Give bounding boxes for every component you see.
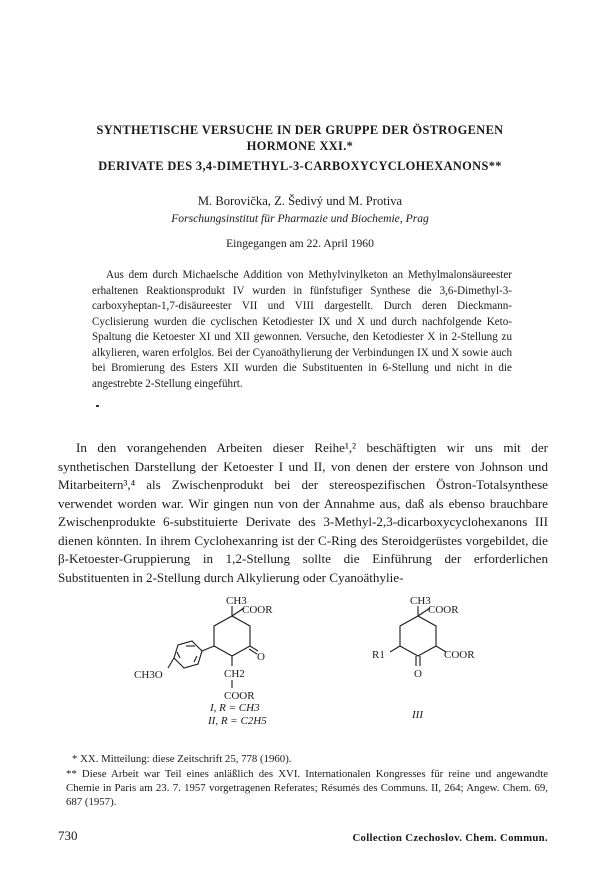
left-ch3-label: CH3 [226,596,247,607]
abstract [92,268,512,392]
article-subtitle: DERIVATE DES 3,4-DIMETHYL-3-CARBOXYCYCLOHEXANONS** [98,159,502,173]
compound-i-label: I, R = CH3 [210,702,260,714]
footnote-2: ** Diese Arbeit war Teil eines anläßlich des XVI. Internationalen Kongresses für reine und angewandte Chemie in Paris am 23. 7. 1957 vorgetragenen Referates; Résumés des Communs. II, 264; Angew. Chem. 69, 687 (1957). [66,768,548,808]
authors: M. Borovička, Z. Šedivý und M. Protiva [197,194,403,208]
right-ch3-label: CH3 [410,596,431,607]
body-text [58,439,548,587]
body-paragraph: In den vorangehenden Arbeiten dieser Reihe¹,² beschäftigten wir uns mit der synthetischen Darstellung der Ketoester I und II, von denen der erstere von Johnson und Mitarbeitern³,⁴ als Zwischenprodukt bei der stereospezifischen Östron-Totalsynthese verwendet worden war. Wir gingen nun von der Annahme aus, daß als ebenso brauchbare Zwischenprodukte 6-substituierte Derivate des 3-Methyl-2,3-dicarboxycyclohexanons III dienen könnten. In ihrem Cyclohexanring ist der C-Ring des Steroidgerüstes vorgebildet, die β-Ketoester-Gruppierung in 1,2-Stellung sollte die Einführung der erforderlichen Substituenten in 2-Stellung durch Alkylierung oder Cyanoäthylie- [58,440,548,585]
institution: Forschungsinstitut für Pharmazie und Biochemie, Prag [171,212,429,225]
footnote-1: * XX. Mitteilung: diese Zeitschrift 25, 778 (1960). [72,753,292,765]
print-speck [96,405,99,407]
right-oxygen-label: O [414,668,422,680]
right-coor-top-label: COOR [428,604,459,616]
article-title-line-1: SYNTHETISCHE VERSUCHE IN DER GRUPPE DER ÖSTROGENEN [96,123,504,137]
received-date: Eingegangen am 22. April 1960 [226,237,374,250]
compound-iii-label: III [412,709,423,721]
abstract-text: Aus dem durch Michaelsche Addition von Methylvinylketon an Methylmalonsäureester erhaltenen Reaktionsprodukt IV wurden in fünfstufiger Synthese die 3,6-Dimethyl-3-carboxyheptan-1,7-disäureester VII und VIII dargestellt. Durch deren Dieckmann-Cyclisierung wurden die cyclischen Ketodiester IX und X und durch nachfolgende Keto-Spaltung die Ketoester XI und XII gewonnen. Versuche, den Ketodiester X in 2-Stellung zu alkylieren, waren erfolglos. Bei der Cyanoäthylierung der Verbindungen IX und X sowie auch bei Bromierung des Esters XII wurden die Substituenten in 6-Stellung und nicht in die angestrebte 2-Stellung eingeführt. [92,269,512,390]
methoxy-label: CH3O [134,669,163,681]
article-title-line-2: HORMONE XXI.* [246,139,354,153]
left-oxygen-label: O [257,651,265,663]
page-number: 730 [58,828,78,843]
left-ch2-label: CH2 [224,668,245,680]
journal-name: Collection Czechoslov. Chem. Commun. [352,832,548,844]
left-coor-top-label: COOR [242,604,273,616]
footnotes [58,752,548,810]
right-coor-mid-label: COOR [444,649,475,661]
compound-ii-label: II, R = C2H5 [208,715,267,726]
left-coor-bottom-label: COOR [224,690,255,702]
chemical-structures [120,596,500,726]
r1-label: R1 [372,649,385,661]
